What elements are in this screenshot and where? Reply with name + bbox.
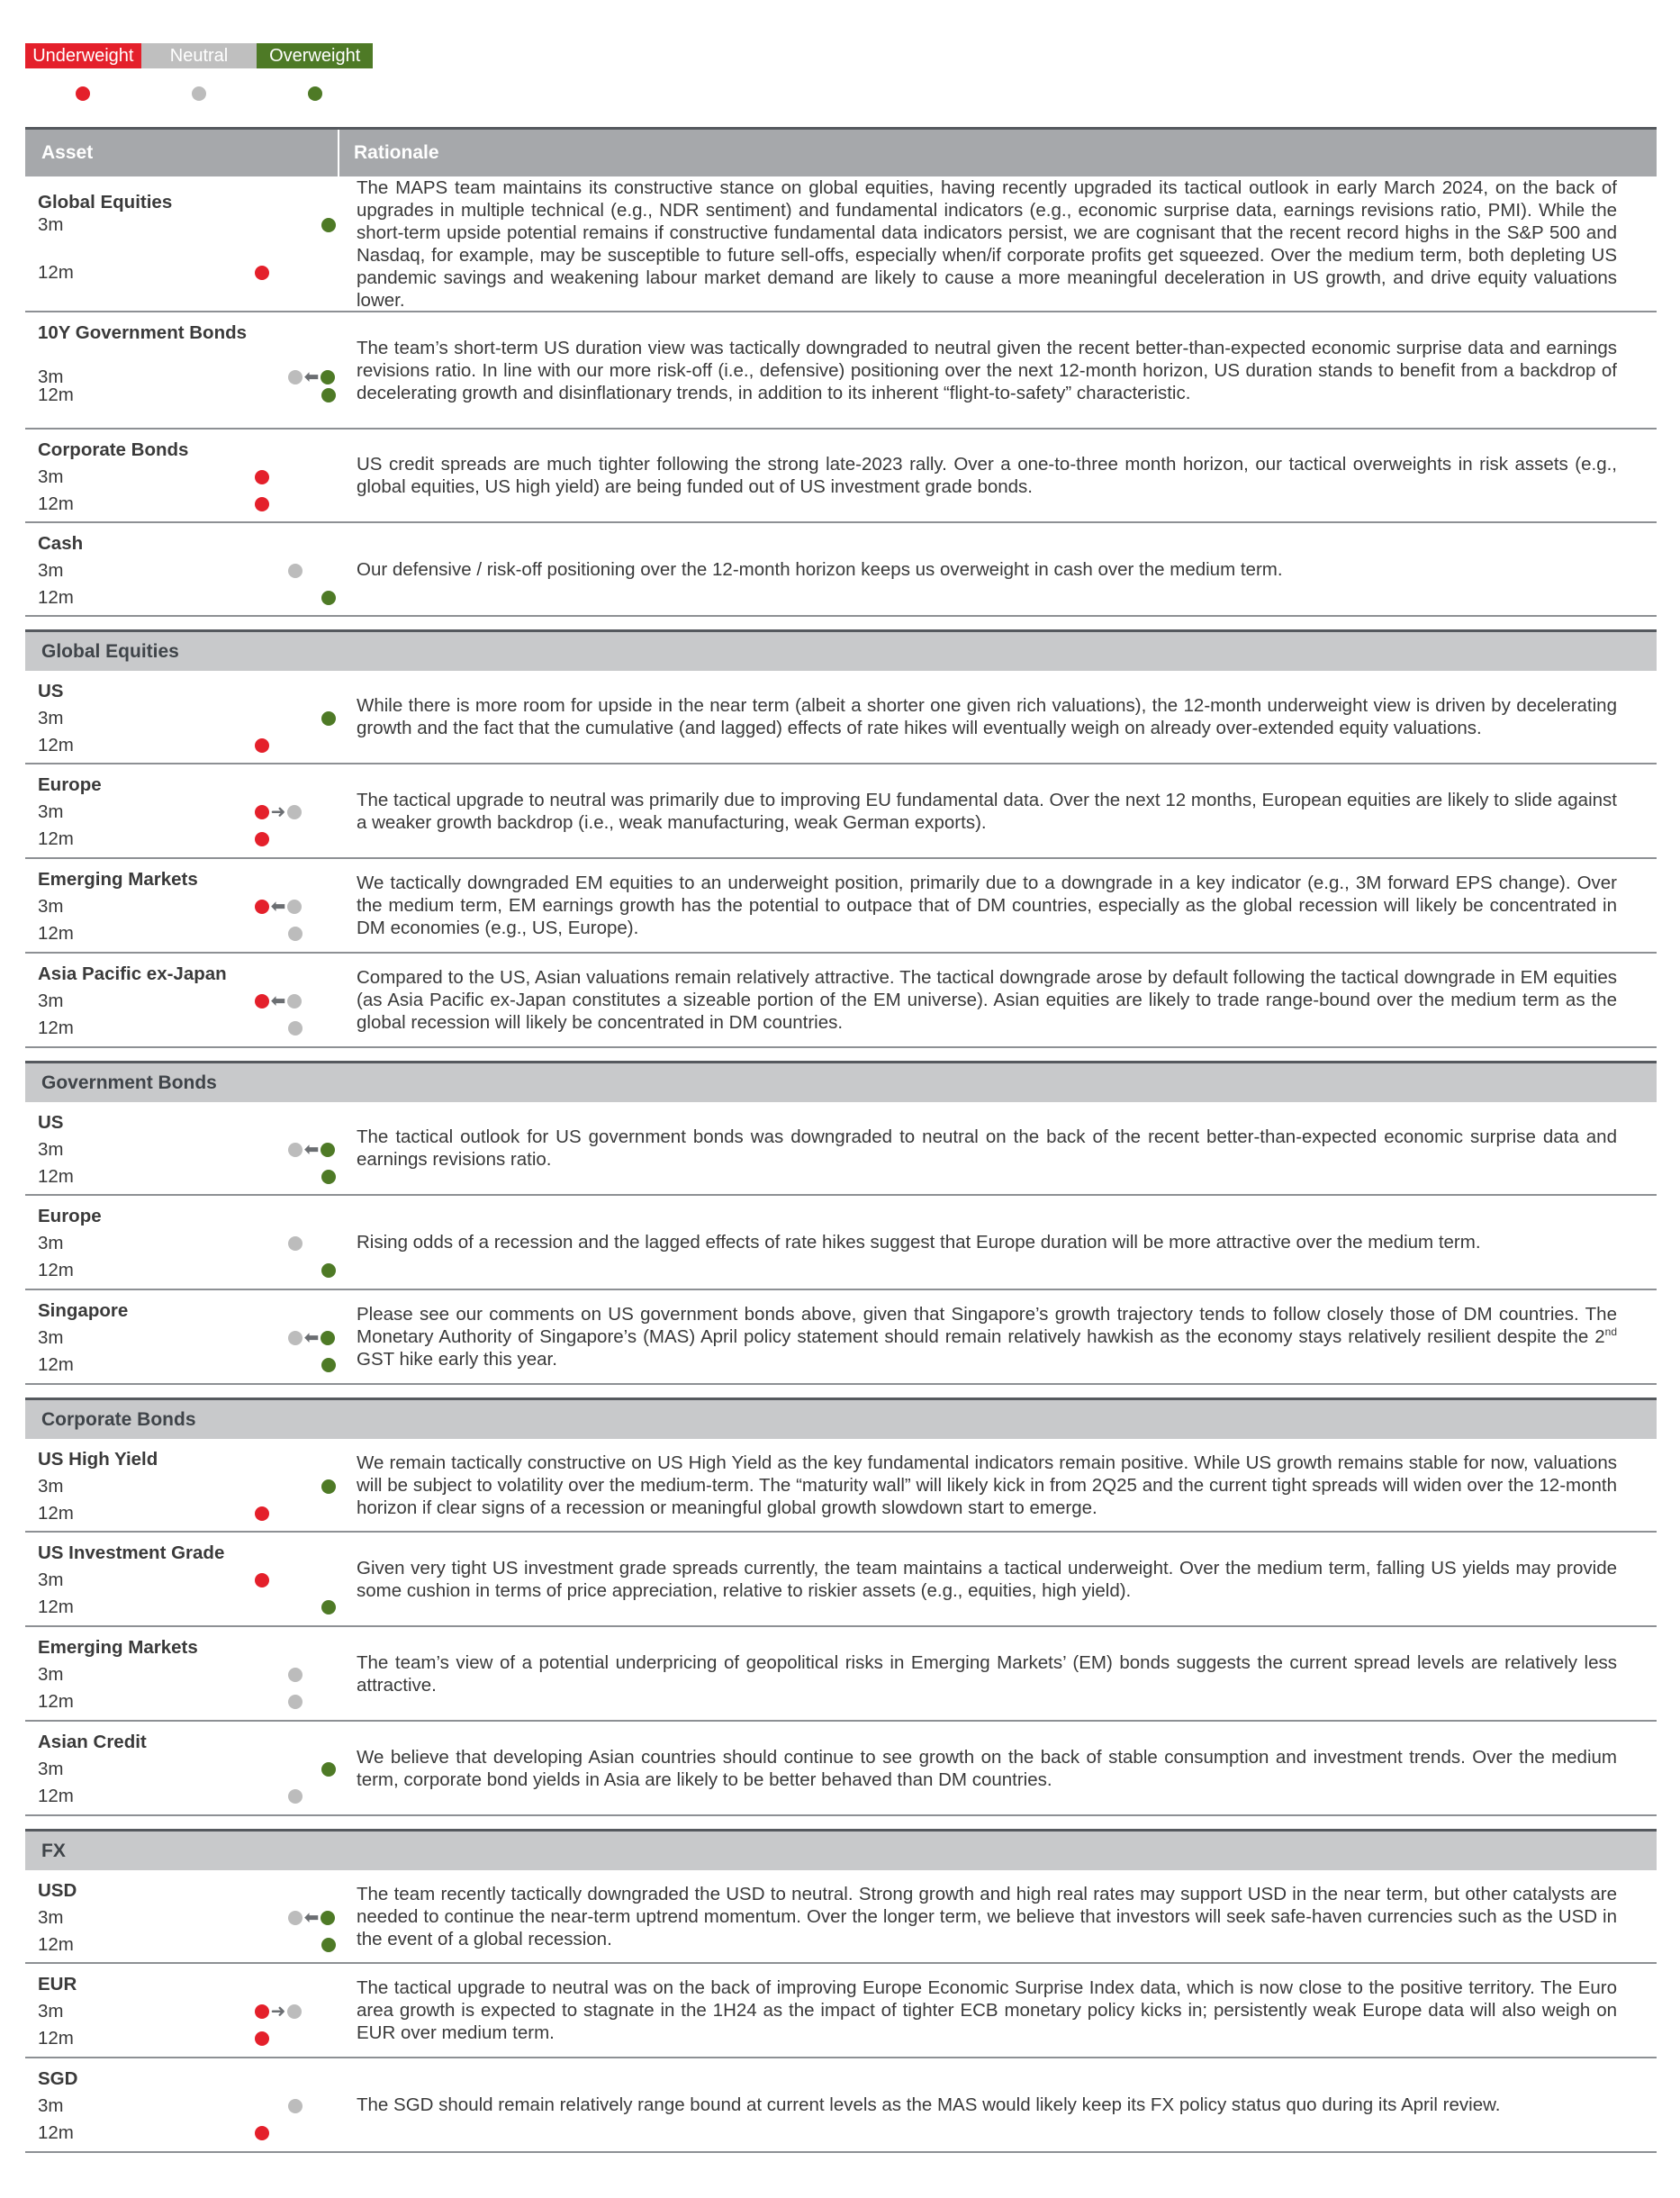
horizon-12m-label: 12m <box>38 1691 74 1712</box>
table-row <box>25 671 1657 764</box>
horizon-12m-label: 12m <box>38 1354 74 1375</box>
asset-cell <box>25 1290 339 1383</box>
rationale-cell <box>339 954 1657 1046</box>
rationale-text: The tactical upgrade to neutral was on the back of improving Europe Economic Surprise Index data, which is now close to the positive territory. The Euro area growth is expected to stagnate in the 1H24 as the impact of tighter ECB monetary policy kicks in; persistently weak Europe data will also weigh on EUR over medium term. <box>357 1977 1617 2043</box>
rationale-text: While there is more room for upside in the near term (albeit a shorter one given rich valuations), the 12-month underweight view is driven by decelerating growth and the fact that the cumulative (and lagged) effects of rate hikes will eventually weigh on already over-extended equity valuations. <box>357 695 1617 738</box>
short-term-rating-indicator <box>255 470 269 484</box>
horizon-3m-label: 3m <box>38 2095 64 2116</box>
horizon-3m-label: 3m <box>38 990 64 1011</box>
short-term-rating-indicator <box>288 564 303 578</box>
asset-name: Europe <box>38 774 102 795</box>
long-term-rating-indicator <box>255 738 269 753</box>
asset-cell <box>25 2058 339 2151</box>
rationale-text: We believe that developing Asian countries should continue to see growth on the back of stable consumption and investment trends. Over the medium term, corporate bond yields in Asia are likely to be better behaved than DM countries. <box>357 1746 1617 1790</box>
overweight-dot-icon <box>321 711 336 726</box>
asset-cell <box>25 1627 339 1720</box>
short-term-rating-indicator <box>255 991 302 1011</box>
rationale-text: The team recently tactically downgraded the USD to neutral. Strong growth and high real rates may support USD in the near term, but other catalysts are needed to continue the near-term uptrend momentum. Over the longer term, we believe that investors will seek safe-haven currencies such as the USD in the event of a global recession. <box>357 1883 1617 1949</box>
horizon-12m-label: 12m <box>38 1018 74 1038</box>
horizon-12m-label: 12m <box>38 2122 74 2143</box>
long-term-rating-indicator <box>255 832 269 846</box>
horizon-3m-label: 3m <box>38 1759 64 1779</box>
asset-cell <box>25 1439 339 1531</box>
horizon-12m-label: 12m <box>38 262 74 283</box>
rationale-cell <box>339 312 1657 428</box>
long-term-rating-indicator <box>255 2031 269 2046</box>
overweight-dot-icon <box>321 1762 336 1777</box>
asset-cell <box>25 1722 339 1814</box>
neutral-dot-icon <box>192 86 206 101</box>
underweight-dot-icon <box>255 2126 269 2140</box>
neutral-dot-icon <box>288 1021 303 1036</box>
short-term-rating-indicator <box>288 367 335 387</box>
section-header: Government Bonds <box>25 1061 1657 1102</box>
horizon-3m-label: 3m <box>38 466 64 487</box>
rationale-cell <box>339 2058 1657 2151</box>
rationale-text: US credit spreads are much tighter following the strong late-2023 rally. Over a one-to-three month horizon, our tactical overweights in risk assets (e.g., global equities, US high yield) are being funded out of US investment grade bonds. <box>357 454 1617 497</box>
long-term-rating-indicator <box>321 1938 336 1952</box>
horizon-3m-label: 3m <box>38 708 64 728</box>
long-term-rating-indicator <box>255 497 269 511</box>
short-term-rating-indicator <box>255 802 302 822</box>
neutral-dot-icon <box>287 900 302 914</box>
underweight-dot-icon <box>255 738 269 753</box>
horizon-3m-label: 3m <box>38 1327 64 1348</box>
overweight-dot-icon <box>321 1170 336 1184</box>
ordinal-superscript: nd <box>1604 1325 1617 1339</box>
table-row <box>25 430 1657 523</box>
horizon-3m-label: 3m <box>38 1139 64 1160</box>
horizon-12m-label: 12m <box>38 1260 74 1280</box>
short-term-rating-indicator <box>321 1762 336 1777</box>
neutral-dot-icon <box>288 1789 303 1804</box>
rationale-text: The tactical upgrade to neutral was primarily due to improving EU fundamental data. Over the next 12 months, European equities are likely to slide against a weaker growth backdrop (i.e., weak manufacturing, weak German exports). <box>357 789 1617 833</box>
horizon-12m-label: 12m <box>38 1934 74 1955</box>
rationale-cell <box>339 671 1657 763</box>
neutral-dot-icon <box>287 805 302 819</box>
underweight-dot-icon <box>255 470 269 484</box>
neutral-dot-icon <box>287 994 302 1009</box>
neutral-dot-icon <box>288 1695 303 1709</box>
rationale-text-part: Please see our comments on US government bonds above, given that Singapore’s growth trajectory tends to follow closely those of DM countries. The Monetary Authority of Singapore’s (MAS) April policy statement should remain relatively hawkish as the economy stays relatively resilient despite the 2 <box>357 1304 1617 1347</box>
horizon-12m-label: 12m <box>38 1503 74 1524</box>
long-term-rating-indicator <box>321 591 336 605</box>
table-row <box>25 1102 1657 1196</box>
legend-neutral-label: Neutral <box>141 43 257 68</box>
asset-cell <box>25 1196 339 1289</box>
rationale-text-part: GST hike early this year. <box>357 1349 557 1370</box>
horizon-3m-label: 3m <box>38 896 64 917</box>
asset-cell <box>25 1533 339 1625</box>
neutral-dot-icon <box>288 927 303 941</box>
table-row <box>25 859 1657 954</box>
table-row <box>25 1533 1657 1627</box>
overweight-dot-icon <box>321 218 336 232</box>
horizon-12m-label: 12m <box>38 493 74 514</box>
horizon-3m-label: 3m <box>38 1233 64 1253</box>
rationale-text: The tactical outlook for US government bonds was downgraded to neutral on the back of the recent better-than-expected economic surprise data and earnings revisions ratio. <box>357 1126 1617 1170</box>
table-row <box>25 1439 1657 1533</box>
neutral-dot-icon <box>288 564 303 578</box>
horizon-3m-label: 3m <box>38 1476 64 1497</box>
short-term-rating-indicator <box>321 711 336 726</box>
overweight-dot-icon <box>321 388 336 403</box>
table-row <box>25 2058 1657 2153</box>
legend-underweight-label: Underweight <box>25 43 141 68</box>
asset-cell <box>25 176 339 311</box>
asset-cell <box>25 1102 339 1194</box>
long-term-rating-indicator <box>321 1170 336 1184</box>
overweight-dot-icon <box>321 1600 336 1615</box>
asset-allocation-table <box>25 127 1657 2153</box>
asset-cell <box>25 1964 339 2057</box>
table-header <box>25 127 1657 176</box>
overweight-dot-icon <box>321 370 335 384</box>
long-term-rating-indicator <box>288 927 303 941</box>
underweight-dot-icon <box>255 1506 269 1521</box>
horizon-12m-label: 12m <box>38 1596 74 1617</box>
asset-name: Asia Pacific ex-Japan <box>38 963 227 984</box>
rationale-text: We tactically downgraded EM equities to an underweight position, primarily due to a downgrade in a key indicator (e.g., 3M forward EPS change). Over the medium term, EM earnings growth has the potential to outpace that of DM countries, especially as the global recession will likely be concentrated in DM economies (e.g., US, Europe). <box>357 873 1617 938</box>
table-row <box>25 1196 1657 1290</box>
horizon-3m-label: 3m <box>38 1664 64 1685</box>
asset-name: Emerging Markets <box>38 869 198 890</box>
rationale-text: Rising odds of a recession and the lagged effects of rate hikes suggest that Europe duration will be more attractive over the medium term. <box>357 1232 1481 1253</box>
underweight-dot-icon <box>76 86 90 101</box>
overweight-dot-icon <box>321 1479 336 1494</box>
rationale-text <box>357 1303 1617 1370</box>
table-row <box>25 1870 1657 1964</box>
arrow-left-icon: ⬅ <box>303 1328 320 1348</box>
asset-name: Singapore <box>38 1300 129 1321</box>
arrow-left-icon: ⬅ <box>303 367 320 387</box>
asset-name: US <box>38 681 64 701</box>
horizon-12m-label: 12m <box>38 384 74 405</box>
short-term-rating-indicator <box>288 2099 303 2113</box>
overweight-dot-icon <box>321 1263 336 1278</box>
asset-name: US Investment Grade <box>38 1542 225 1563</box>
underweight-dot-icon <box>255 497 269 511</box>
rationale-text: The SGD should remain relatively range bound at current levels as the MAS would likely keep its FX policy status quo during its April review. <box>357 2094 1501 2115</box>
asset-name: US High Yield <box>38 1449 158 1470</box>
arrow-left-icon: ⬅ <box>270 897 286 917</box>
rationale-cell <box>339 1870 1657 1962</box>
overweight-dot-icon <box>321 1938 336 1952</box>
asset-cell <box>25 523 339 615</box>
horizon-12m-label: 12m <box>38 1786 74 1806</box>
asset-cell <box>25 430 339 521</box>
neutral-dot-icon <box>288 1911 303 1925</box>
long-term-rating-indicator <box>288 1695 303 1709</box>
long-term-rating-indicator <box>255 1506 269 1521</box>
asset-name: 10Y Government Bonds <box>38 322 248 343</box>
horizon-12m-label: 12m <box>38 1166 74 1187</box>
horizon-3m-label: 3m <box>38 2001 64 2022</box>
underweight-dot-icon <box>255 900 269 914</box>
rationale-text: We remain tactically constructive on US High Yield as the key fundamental indicators remain positive. While US growth remains stable for now, valuations will be subject to volatility over the medium-term. The “maturity wall” will likely kick in from 2Q25 and the current tight spreads will widen over the 12-month horizon if clear signs of a recession or meaningful global growth slowdown start to emerge. <box>357 1452 1617 1518</box>
horizon-3m-label: 3m <box>38 560 64 581</box>
short-term-rating-indicator <box>321 1479 336 1494</box>
table-row <box>25 1722 1657 1816</box>
overweight-dot-icon <box>321 1331 335 1345</box>
short-term-rating-indicator <box>321 218 336 232</box>
overweight-dot-icon <box>321 591 336 605</box>
short-term-rating-indicator <box>255 2002 302 2022</box>
rationale-text: The team’s view of a potential underpricing of geopolitical risks in Emerging Markets’ (EM) bonds suggests the current spread levels are relatively less attractive. <box>357 1651 1617 1696</box>
neutral-dot-icon <box>288 1236 303 1251</box>
asset-cell <box>25 954 339 1046</box>
arrow-right-icon: ➜ <box>270 802 286 822</box>
rationale-cell <box>339 523 1657 615</box>
short-term-rating-indicator <box>255 1573 269 1587</box>
legend-dots <box>25 83 373 104</box>
table-row <box>25 312 1657 430</box>
asset-name: EUR <box>38 1974 77 1994</box>
underweight-dot-icon <box>255 266 269 280</box>
header-rationale: Rationale <box>354 142 439 163</box>
table-row <box>25 1627 1657 1722</box>
underweight-dot-icon <box>255 2004 269 2019</box>
neutral-dot-icon <box>288 370 303 384</box>
short-term-rating-indicator <box>288 1328 335 1348</box>
asset-cell <box>25 859 339 952</box>
asset-name: USD <box>38 1880 77 1901</box>
neutral-dot-icon <box>288 2099 303 2113</box>
rationale-cell <box>339 1196 1657 1289</box>
asset-name: SGD <box>38 2068 78 2089</box>
short-term-rating-indicator <box>288 1908 335 1928</box>
neutral-dot-icon <box>288 1143 303 1157</box>
rationale-cell <box>339 1102 1657 1194</box>
horizon-3m-label: 3m <box>38 1907 64 1928</box>
neutral-dot-icon <box>287 2004 302 2019</box>
asset-cell <box>25 312 339 428</box>
long-term-rating-indicator <box>255 266 269 280</box>
arrow-left-icon: ⬅ <box>303 1908 320 1928</box>
rationale-cell <box>339 1964 1657 2057</box>
asset-name: Asian Credit <box>38 1732 147 1752</box>
rationale-text: Given very tight US investment grade spreads currently, the team maintains a tactical underweight. Over the medium term, falling US yields may provide some cushion in terms of price appreciation, relative to riskier assets (e.g., equities, high yield). <box>357 1557 1617 1601</box>
horizon-3m-label: 3m <box>38 214 64 235</box>
section-header: Global Equities <box>25 629 1657 671</box>
table-row <box>25 176 1657 312</box>
long-term-rating-indicator <box>321 1600 336 1615</box>
long-term-rating-indicator <box>321 1358 336 1372</box>
legend-bar <box>25 43 373 68</box>
horizon-3m-label: 3m <box>38 801 64 822</box>
long-term-rating-indicator <box>288 1021 303 1036</box>
asset-name: Emerging Markets <box>38 1637 198 1658</box>
asset-name: Cash <box>38 533 84 554</box>
underweight-dot-icon <box>255 832 269 846</box>
horizon-3m-label: 3m <box>38 366 64 387</box>
horizon-12m-label: 12m <box>38 587 74 608</box>
rationale-cell <box>339 176 1657 311</box>
asset-cell <box>25 764 339 857</box>
neutral-dot-icon <box>288 1668 303 1682</box>
long-term-rating-indicator <box>288 1789 303 1804</box>
overweight-dot-icon <box>321 1143 335 1157</box>
section-header: FX <box>25 1829 1657 1870</box>
section-header: Corporate Bonds <box>25 1397 1657 1439</box>
asset-cell <box>25 671 339 763</box>
arrow-left-icon: ⬅ <box>270 991 286 1011</box>
table-row <box>25 1290 1657 1385</box>
horizon-3m-label: 3m <box>38 1569 64 1590</box>
rationale-text: Our defensive / risk-off positioning over the 12-month horizon keeps us overweight in cash over the medium term. <box>357 558 1283 580</box>
asset-name: Global Equities <box>38 192 173 213</box>
rationale-cell <box>339 430 1657 521</box>
long-term-rating-indicator <box>255 2126 269 2140</box>
table-row <box>25 1964 1657 2058</box>
arrow-left-icon: ⬅ <box>303 1140 320 1160</box>
rationale-cell <box>339 1533 1657 1625</box>
underweight-dot-icon <box>255 805 269 819</box>
horizon-12m-label: 12m <box>38 735 74 755</box>
rationale-text: The MAPS team maintains its constructive stance on global equities, having recently upgraded its tactical outlook in early March 2024, on the back of upgrades in multiple technical (e.g., NDR sentiment) and fundamental indicators (e.g., economic surprise data, earnings revisions ratio, PMI). While the short-term upside potential remains if constructive fundamental data indicators persist, we are cognisant that the recent record highs in the S&P 500 and Nasdaq, for example, may be susceptible to future sell-offs, especially when/if corporate profits get squeezed. Over the medium term, both depleting US pandemic savings and weakening labour market demand are likely to cause a more meaningful deceleration in US growth, and drive equity valuations lower. <box>357 176 1617 311</box>
table-row <box>25 523 1657 617</box>
overweight-dot-icon <box>321 1358 336 1372</box>
asset-name: US <box>38 1112 64 1133</box>
rationale-cell <box>339 1439 1657 1531</box>
overweight-dot-icon <box>308 86 322 101</box>
asset-name: Corporate Bonds <box>38 439 189 460</box>
rationale-cell <box>339 859 1657 952</box>
underweight-dot-icon <box>255 1573 269 1587</box>
rationale-text: Compared to the US, Asian valuations remain relatively attractive. The tactical downgrade arose by default following the tactical downgrade in EM equities (as Asia Pacific ex-Japan constitutes a sizeable portion of the EM universe). Asian equities are likely to trade range-bound over the medium term as the global recession will likely be concentrated in DM countries. <box>357 967 1617 1033</box>
rationale-cell <box>339 1290 1657 1383</box>
horizon-12m-label: 12m <box>38 2028 74 2049</box>
table-row <box>25 954 1657 1048</box>
rationale-cell <box>339 1627 1657 1720</box>
short-term-rating-indicator <box>288 1140 335 1160</box>
header-asset: Asset <box>25 130 339 176</box>
neutral-dot-icon <box>288 1331 303 1345</box>
asset-name: Europe <box>38 1206 102 1226</box>
short-term-rating-indicator <box>288 1668 303 1682</box>
legend-overweight-label: Overweight <box>257 43 373 68</box>
rationale-cell <box>339 764 1657 857</box>
long-term-rating-indicator <box>321 388 336 403</box>
overweight-dot-icon <box>321 1911 335 1925</box>
rationale-cell <box>339 1722 1657 1814</box>
horizon-12m-label: 12m <box>38 828 74 849</box>
table-row <box>25 764 1657 859</box>
long-term-rating-indicator <box>321 1263 336 1278</box>
rationale-text: The team’s short-term US duration view was tactically downgraded to neutral given the recent better-than-expected economic surprise data and earnings revisions ratio. In line with our more risk-off (i.e., defensive) positioning over the next 12-month horizon, US duration stands to benefit from a backdrop of decelerating growth and disinflationary trends, in addition to its inherent “flight-to-safety” characteristic. <box>357 337 1617 403</box>
short-term-rating-indicator <box>288 1236 303 1251</box>
asset-cell <box>25 1870 339 1962</box>
arrow-right-icon: ➜ <box>270 2002 286 2022</box>
underweight-dot-icon <box>255 994 269 1009</box>
underweight-dot-icon <box>255 2031 269 2046</box>
horizon-12m-label: 12m <box>38 923 74 944</box>
short-term-rating-indicator <box>255 897 302 917</box>
